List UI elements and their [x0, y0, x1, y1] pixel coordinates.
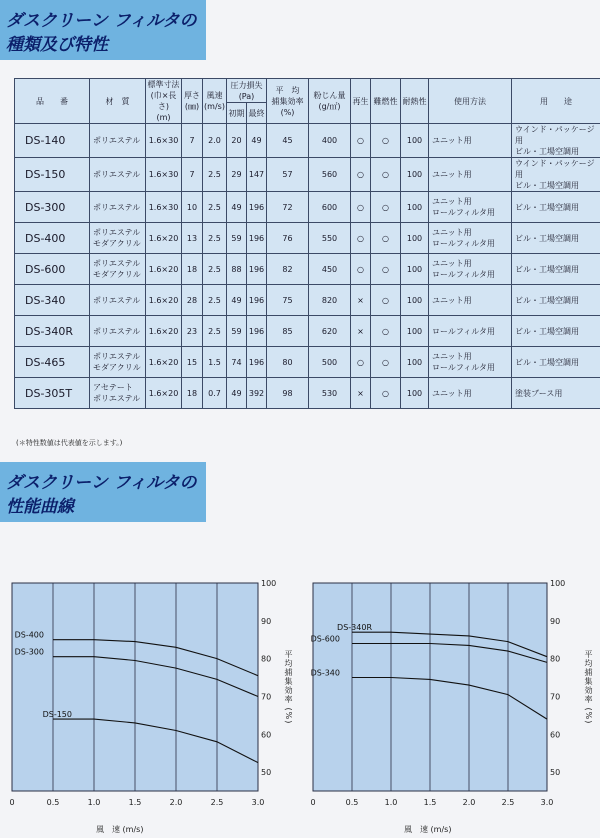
cell-part-number: DS-150 [15, 158, 90, 192]
cell-heat-resistance: 100 [401, 192, 429, 223]
cell-flame-retardant: ○ [371, 316, 401, 347]
cell-part-number: DS-465 [15, 347, 90, 378]
cell-velocity: 2.5 [203, 285, 227, 316]
cell-usage: ユニット用 ロールフィルタ用 [429, 254, 512, 285]
cell-flame-retardant: ○ [371, 378, 401, 409]
section-title-line2: 性能曲線 [6, 497, 74, 517]
y-tick-label: 50 [550, 768, 561, 778]
cell-velocity: 2.5 [203, 254, 227, 285]
cell-material: アセテート ポリエステル [90, 378, 146, 409]
section-title-line1: ダスクリーン フィルタの [6, 473, 197, 493]
performance-chart-left [0, 575, 290, 825]
header-material: 材 質 [90, 79, 146, 124]
cell-flame-retardant: ○ [371, 223, 401, 254]
series-label: DS-600 [310, 634, 340, 644]
cell-pressure-initial: 59 [227, 223, 247, 254]
table-row [15, 158, 600, 192]
cell-efficiency: 82 [267, 254, 309, 285]
cell-size: 1.6×20 [146, 254, 182, 285]
cell-thickness: 13 [182, 223, 203, 254]
cell-thickness: 7 [182, 158, 203, 192]
performance-chart-right [300, 575, 600, 825]
cell-pressure-final: 196 [247, 316, 267, 347]
cell-dust-capacity: 550 [309, 223, 351, 254]
cell-material: ポリエステル [90, 316, 146, 347]
header-initial: 初期 [227, 103, 247, 124]
x-tick-label: 1.5 [423, 798, 437, 807]
cell-part-number: DS-305T [15, 378, 90, 409]
header-final: 最終 [247, 103, 267, 124]
cell-usage: ユニット用 ロールフィルタ用 [429, 223, 512, 254]
cell-usage: ユニット用 [429, 158, 512, 192]
cell-flame-retardant: ○ [371, 347, 401, 378]
cell-part-number: DS-140 [15, 124, 90, 158]
series-label: DS-150 [42, 710, 72, 720]
y-tick-label: 60 [550, 730, 561, 740]
cell-velocity: 1.5 [203, 347, 227, 378]
series-label: DS-340R [337, 623, 372, 633]
cell-usage: ユニット用 [429, 378, 512, 409]
cell-efficiency: 57 [267, 158, 309, 192]
x-tick-label: 0.5 [46, 798, 60, 807]
cell-material: ポリエステル [90, 285, 146, 316]
cell-velocity: 2.5 [203, 316, 227, 347]
cell-size: 1.6×20 [146, 378, 182, 409]
cell-velocity: 2.5 [203, 158, 227, 192]
header-velocity: 風速 (m/s) [203, 79, 227, 124]
header-efficiency: 平 均 捕集効率 (%) [267, 79, 309, 124]
cell-size: 1.6×30 [146, 158, 182, 192]
cell-dust-capacity: 560 [309, 158, 351, 192]
cell-application: ビル・工場空調用 [512, 347, 600, 378]
series-label: DS-300 [14, 647, 44, 657]
cell-velocity: 2.5 [203, 223, 227, 254]
cell-regeneration: ○ [351, 192, 371, 223]
x-tick-label: 1.5 [128, 798, 142, 807]
cell-pressure-initial: 20 [227, 124, 247, 158]
section-title-line2: 種類及び特性 [6, 35, 108, 55]
cell-application: ウインド・パッケージ用 ビル・工場空調用 [512, 124, 600, 158]
cell-regeneration: ○ [351, 158, 371, 192]
cell-thickness: 7 [182, 124, 203, 158]
y-tick-label: 80 [550, 654, 561, 664]
cell-material: ポリエステル [90, 192, 146, 223]
cell-part-number: DS-340 [15, 285, 90, 316]
header-thickness: 厚さ (㎜) [182, 79, 203, 124]
y-axis-label-left: 平均捕集効率 (%) [284, 650, 293, 725]
y-tick-label: 100 [261, 579, 277, 588]
cell-heat-resistance: 100 [401, 223, 429, 254]
cell-pressure-final: 196 [247, 192, 267, 223]
cell-pressure-final: 196 [247, 254, 267, 285]
header-size: 標準寸法 (巾×長さ) (m) [147, 80, 180, 122]
section-title-line1: ダスクリーン フィルタの [6, 11, 197, 31]
cell-pressure-final: 196 [247, 347, 267, 378]
filter-spec-table [14, 78, 600, 409]
cell-pressure-final: 392 [247, 378, 267, 409]
cell-size: 1.6×20 [146, 285, 182, 316]
cell-heat-resistance: 100 [401, 378, 429, 409]
x-tick-label: 1.0 [384, 798, 398, 807]
table-row [15, 347, 600, 378]
cell-pressure-initial: 74 [227, 347, 247, 378]
cell-flame-retardant: ○ [371, 124, 401, 158]
cell-part-number: DS-300 [15, 192, 90, 223]
cell-application: ビル・工場空調用 [512, 254, 600, 285]
header-flame-retardant: 難燃性 [371, 79, 401, 124]
cell-material: ポリエステル モダアクリル [90, 223, 146, 254]
cell-application: ビル・工場空調用 [512, 223, 600, 254]
cell-material: ポリエステル モダアクリル [90, 347, 146, 378]
cell-heat-resistance: 100 [401, 124, 429, 158]
header-regeneration: 再生 [351, 79, 371, 124]
cell-application: ビル・工場空調用 [512, 316, 600, 347]
cell-velocity: 2.0 [203, 124, 227, 158]
cell-application: ビル・工場空調用 [512, 285, 600, 316]
cell-pressure-initial: 88 [227, 254, 247, 285]
y-tick-label: 50 [261, 768, 272, 778]
x-tick-label: 1.0 [87, 798, 101, 807]
x-tick-label: 2.0 [462, 798, 476, 807]
cell-flame-retardant: ○ [371, 192, 401, 223]
cell-pressure-final: 196 [247, 285, 267, 316]
table-row [15, 223, 600, 254]
cell-pressure-final: 196 [247, 223, 267, 254]
cell-size: 1.6×30 [146, 192, 182, 223]
cell-regeneration: × [351, 285, 371, 316]
table-note: (＊特性数値は代表値を示します。) [16, 439, 123, 447]
cell-heat-resistance: 100 [401, 158, 429, 192]
cell-usage: ユニット用 [429, 124, 512, 158]
cell-velocity: 0.7 [203, 378, 227, 409]
cell-thickness: 18 [182, 378, 203, 409]
cell-dust-capacity: 530 [309, 378, 351, 409]
x-axis-label-left: 風 速 (m/s) [96, 825, 144, 834]
cell-application: ビル・工場空調用 [512, 192, 600, 223]
header-application: 用 途 [512, 79, 600, 124]
cell-dust-capacity: 620 [309, 316, 351, 347]
cell-application: ウインド・パッケージ用 ビル・工場空調用 [512, 158, 600, 192]
cell-efficiency: 85 [267, 316, 309, 347]
cell-heat-resistance: 100 [401, 347, 429, 378]
table-row [15, 254, 600, 285]
x-tick-label: 0 [310, 798, 316, 807]
x-axis-label-right: 風 速 (m/s) [404, 825, 452, 834]
cell-thickness: 15 [182, 347, 203, 378]
cell-velocity: 2.5 [203, 192, 227, 223]
cell-pressure-final: 147 [247, 158, 267, 192]
cell-size: 1.6×20 [146, 223, 182, 254]
section-title-performance [0, 462, 206, 522]
x-tick-label: 2.5 [501, 798, 515, 807]
cell-regeneration: ○ [351, 347, 371, 378]
table-row [15, 378, 600, 409]
table-row [15, 316, 600, 347]
cell-size: 1.6×20 [146, 347, 182, 378]
cell-efficiency: 80 [267, 347, 309, 378]
y-tick-label: 80 [261, 654, 272, 664]
cell-efficiency: 76 [267, 223, 309, 254]
y-tick-label: 60 [261, 730, 272, 740]
cell-pressure-initial: 49 [227, 192, 247, 223]
cell-efficiency: 72 [267, 192, 309, 223]
cell-material: ポリエステル [90, 124, 146, 158]
x-tick-label: 2.0 [169, 798, 183, 807]
x-tick-label: 0.5 [345, 798, 359, 807]
cell-thickness: 18 [182, 254, 203, 285]
cell-pressure-initial: 49 [227, 285, 247, 316]
series-label: DS-340 [310, 668, 340, 678]
cell-regeneration: × [351, 316, 371, 347]
cell-pressure-initial: 29 [227, 158, 247, 192]
cell-pressure-initial: 49 [227, 378, 247, 409]
cell-regeneration: × [351, 378, 371, 409]
y-axis-label-right: 平均捕集効率 (%) [584, 650, 593, 725]
y-tick-label: 70 [550, 692, 561, 702]
series-label: DS-400 [14, 630, 44, 640]
header-usage: 使用方法 [429, 79, 512, 124]
cell-usage: ロールフィルタ用 [429, 316, 512, 347]
cell-part-number: DS-600 [15, 254, 90, 285]
table-row [15, 285, 600, 316]
cell-usage: ユニット用 ロールフィルタ用 [429, 192, 512, 223]
cell-efficiency: 45 [267, 124, 309, 158]
cell-usage: ユニット用 [429, 285, 512, 316]
cell-dust-capacity: 400 [309, 124, 351, 158]
header-dust-capacity: 粉じん量 (g/㎡) [309, 79, 351, 124]
cell-regeneration: ○ [351, 124, 371, 158]
cell-dust-capacity: 500 [309, 347, 351, 378]
cell-part-number: DS-340R [15, 316, 90, 347]
cell-thickness: 10 [182, 192, 203, 223]
cell-heat-resistance: 100 [401, 316, 429, 347]
cell-pressure-final: 49 [247, 124, 267, 158]
cell-dust-capacity: 820 [309, 285, 351, 316]
y-tick-label: 70 [261, 692, 272, 702]
header-heat-resistance: 耐熱性 [401, 79, 429, 124]
x-tick-label: 0 [9, 798, 15, 807]
cell-efficiency: 98 [267, 378, 309, 409]
x-tick-label: 3.0 [540, 798, 554, 807]
section-title-types [0, 0, 206, 60]
x-tick-label: 3.0 [251, 798, 265, 807]
table-row [15, 192, 600, 223]
cell-flame-retardant: ○ [371, 285, 401, 316]
cell-usage: ユニット用 ロールフィルタ用 [429, 347, 512, 378]
header-part-number: 品 番 [15, 79, 90, 124]
cell-regeneration: ○ [351, 254, 371, 285]
cell-thickness: 23 [182, 316, 203, 347]
y-tick-label: 90 [550, 616, 561, 626]
cell-size: 1.6×30 [146, 124, 182, 158]
cell-dust-capacity: 450 [309, 254, 351, 285]
cell-part-number: DS-400 [15, 223, 90, 254]
table-row [15, 124, 600, 158]
cell-material: ポリエステル モダアクリル [90, 254, 146, 285]
cell-efficiency: 75 [267, 285, 309, 316]
y-tick-label: 100 [550, 579, 566, 588]
header-pressure-loss: 圧力損失 (Pa) [227, 79, 267, 103]
cell-pressure-initial: 59 [227, 316, 247, 347]
cell-material: ポリエステル [90, 158, 146, 192]
cell-flame-retardant: ○ [371, 158, 401, 192]
cell-regeneration: ○ [351, 223, 371, 254]
cell-thickness: 28 [182, 285, 203, 316]
cell-heat-resistance: 100 [401, 285, 429, 316]
cell-application: 塗装ブース用 [512, 378, 600, 409]
x-tick-label: 2.5 [210, 798, 224, 807]
cell-heat-resistance: 100 [401, 254, 429, 285]
cell-dust-capacity: 600 [309, 192, 351, 223]
cell-flame-retardant: ○ [371, 254, 401, 285]
y-tick-label: 90 [261, 616, 272, 626]
cell-size: 1.6×20 [146, 316, 182, 347]
